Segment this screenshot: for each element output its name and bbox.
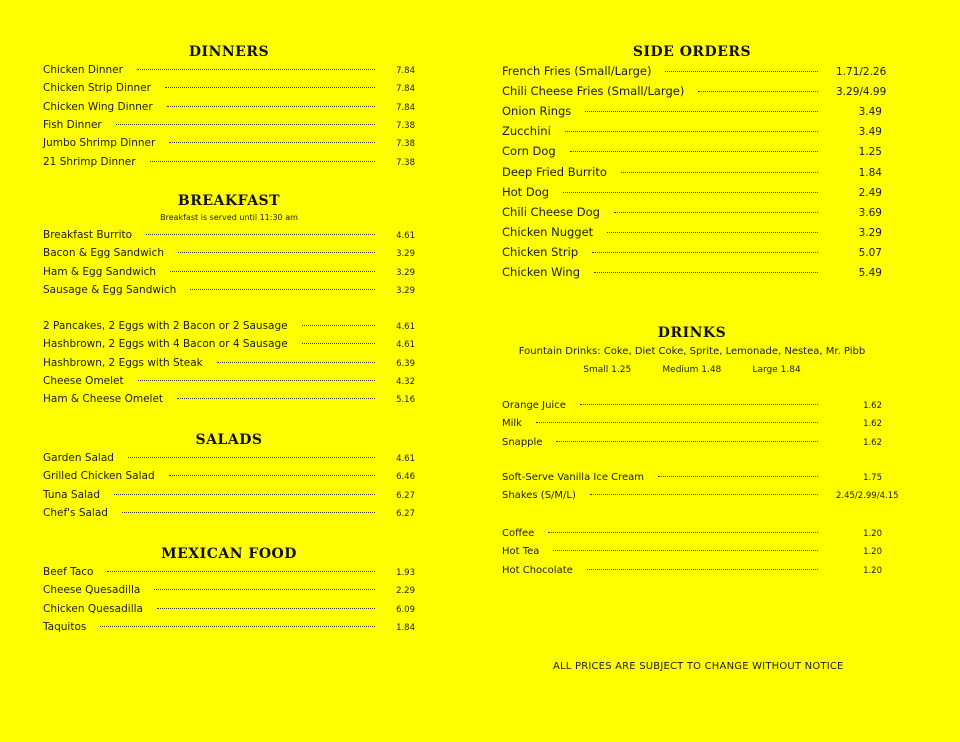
menu-item <box>43 452 415 468</box>
menu-item-name: Breakfast Burrito <box>43 229 133 241</box>
menu-item-price: 6.27 <box>396 508 415 519</box>
menu-item <box>502 490 899 506</box>
dinners-heading: DINNERS <box>188 44 270 60</box>
menu-item <box>43 489 415 505</box>
menu-item-price: 7.38 <box>396 120 415 131</box>
menu-item-name: Tuna Salad <box>43 488 101 501</box>
menu-item-price: 6.39 <box>396 358 415 369</box>
dot-leader <box>621 172 818 173</box>
menu-item <box>502 104 882 122</box>
dot-leader <box>585 111 818 112</box>
dot-leader <box>590 494 818 495</box>
menu-item-price: 1.25 <box>858 146 882 159</box>
menu-item-name: Ham & Egg Sandwich <box>43 265 157 278</box>
menu-item-name: 21 Shrimp Dinner <box>43 155 136 168</box>
dot-leader <box>553 550 818 551</box>
menu-item-name: Cheese Quesadilla <box>43 584 141 597</box>
menu-item-name: Chili Cheese Fries (Small/Large) <box>502 84 685 99</box>
menu-item <box>502 472 882 488</box>
dot-leader <box>169 475 375 476</box>
menu-item-name: Deep Fried Burrito <box>502 164 607 179</box>
dot-leader <box>146 234 375 235</box>
menu-item <box>43 507 415 523</box>
menu-item-price: 3.49 <box>858 106 882 119</box>
dot-leader <box>594 272 818 273</box>
menu-item <box>502 565 882 581</box>
menu-item-price: 7.84 <box>396 102 415 113</box>
menu-item <box>43 621 415 637</box>
menu-item-name: Chicken Nugget <box>502 224 594 239</box>
menu-item-name: Jumbo Shrimp Dinner <box>43 137 156 150</box>
dot-leader <box>114 494 375 495</box>
menu-item <box>43 284 415 300</box>
price-disclaimer: ALL PRICES ARE SUBJECT TO CHANGE WITHOUT NOTICE <box>553 661 844 672</box>
menu-item <box>43 137 415 153</box>
dot-leader <box>565 131 818 132</box>
menu-item <box>43 357 415 373</box>
dot-leader <box>177 398 375 399</box>
menu-item-name: French Fries (Small/Large) <box>502 64 652 78</box>
menu-item <box>43 156 415 172</box>
menu-item-price: 4.61 <box>396 454 415 464</box>
menu-item-price: 3.29 <box>396 285 415 296</box>
side-orders-heading: SIDE ORDERS <box>632 44 752 60</box>
menu-item-name: Snapple <box>502 436 543 448</box>
menu-item <box>502 84 887 102</box>
menu-item-name: Chicken Dinner <box>43 64 123 76</box>
breakfast-note: Breakfast is served until 11:30 am <box>160 213 298 222</box>
dot-leader <box>100 626 375 627</box>
menu-item-price: 3.29 <box>396 267 415 278</box>
menu-item <box>502 418 882 434</box>
menu-item-name: Chicken Wing <box>502 265 581 279</box>
dot-leader <box>154 589 375 590</box>
menu-item-price: 5.07 <box>858 246 882 259</box>
menu-item-price: 1.20 <box>863 529 882 539</box>
menu-item-name: Coffee <box>502 528 535 539</box>
menu-item-price: 7.38 <box>396 139 415 150</box>
menu-item <box>502 265 882 283</box>
menu-item-price: 1.20 <box>863 565 882 576</box>
menu-item <box>502 437 882 453</box>
dot-leader <box>169 142 375 143</box>
menu-item-name: Soft-Serve Vanilla Ice Cream <box>502 472 645 483</box>
mexican-heading: MEXICAN FOOD <box>161 546 297 562</box>
menu-item-price: 3.29 <box>396 249 415 260</box>
menu-item <box>502 124 882 142</box>
dot-leader <box>167 106 375 107</box>
menu-item <box>502 245 882 263</box>
menu-item-name: Hashbrown, 2 Eggs with Steak <box>43 356 203 369</box>
menu-item-name: Chef's Salad <box>43 506 108 519</box>
menu-item-price: 3.29/4.99 <box>836 86 887 99</box>
menu-item-name: Chicken Strip Dinner <box>43 82 151 95</box>
breakfast-heading: BREAKFAST <box>177 193 281 209</box>
menu-item <box>43 266 415 282</box>
menu-item <box>43 338 415 354</box>
dot-leader <box>157 608 375 609</box>
dot-leader <box>150 161 375 162</box>
dot-leader <box>165 87 375 88</box>
dot-leader <box>217 362 375 363</box>
menu-item <box>43 393 415 409</box>
menu-item-price: 1.84 <box>858 166 882 179</box>
menu-item-price: 7.84 <box>396 66 415 76</box>
menu-item-price: 3.29 <box>858 226 882 239</box>
menu-item-price: 5.49 <box>858 267 882 279</box>
menu-item <box>43 375 415 391</box>
menu-item-name: Chili Cheese Dog <box>502 204 600 219</box>
dot-leader <box>302 325 375 326</box>
menu-item-name: Corn Dog <box>502 144 556 159</box>
menu-item-name: Grilled Chicken Salad <box>43 470 155 483</box>
dot-leader <box>190 289 375 290</box>
menu-item-name: Sausage & Egg Sandwich <box>43 283 177 296</box>
menu-item-name: Onion Rings <box>502 104 572 119</box>
menu-item-price: 2.49 <box>858 186 882 199</box>
menu-item-name: Zucchini <box>502 124 551 139</box>
menu-item-name: Milk <box>502 418 522 430</box>
menu-item-name: Chicken Wing Dinner <box>43 100 153 113</box>
dot-leader <box>178 252 375 253</box>
drinks-heading: DRINKS <box>657 325 727 341</box>
size-small: Small 1.25 <box>583 365 632 375</box>
size-medium: Medium 1.48 <box>662 365 722 375</box>
menu-item-name: Cheese Omelet <box>43 374 124 387</box>
menu-item <box>502 225 882 243</box>
menu-item-price: 1.93 <box>396 568 415 578</box>
dot-leader <box>587 569 818 570</box>
menu-item-price: 6.46 <box>396 472 415 483</box>
menu-item <box>43 584 415 600</box>
menu-item-price: 1.62 <box>863 419 882 430</box>
menu-item <box>43 603 415 619</box>
menu-item <box>43 82 415 98</box>
menu-item-price: 4.61 <box>396 340 415 351</box>
dot-leader <box>698 91 818 92</box>
dot-leader <box>107 571 375 572</box>
menu-item <box>502 546 882 562</box>
menu-item-name: Garden Salad <box>43 452 114 464</box>
fountain-sizes <box>502 364 882 375</box>
salads-heading: SALADS <box>195 432 263 448</box>
menu-item <box>502 64 887 82</box>
dot-leader <box>138 380 375 381</box>
menu-item-name: Hashbrown, 2 Eggs with 4 Bacon or 4 Sausage <box>43 338 288 351</box>
menu-item-price: 3.49 <box>858 126 882 139</box>
menu-item-name: 2 Pancakes, 2 Eggs with 2 Bacon or 2 Sausage <box>43 320 288 332</box>
menu-item-price: 7.84 <box>396 84 415 95</box>
menu-item-name: Beef Taco <box>43 566 94 578</box>
menu-item-price: 7.38 <box>396 157 415 168</box>
dot-leader <box>556 441 818 442</box>
menu-item <box>43 320 415 336</box>
menu-item-price: 4.61 <box>396 322 415 332</box>
dot-leader <box>128 457 375 458</box>
menu-item-price: 1.20 <box>863 547 882 558</box>
dot-leader <box>607 232 818 233</box>
menu-item-price: 4.32 <box>396 376 415 387</box>
menu-item <box>43 64 415 80</box>
menu-item-name: Bacon & Egg Sandwich <box>43 247 165 260</box>
dot-leader <box>116 124 375 125</box>
dot-leader <box>122 512 375 513</box>
menu-item-name: Ham & Cheese Omelet <box>43 393 164 406</box>
menu-item-price: 4.61 <box>396 231 415 241</box>
menu-item <box>43 247 415 263</box>
menu-item-name: Hot Tea <box>502 546 540 558</box>
menu-item-price: 6.09 <box>396 604 415 615</box>
menu-item <box>502 400 882 416</box>
dot-leader <box>548 532 818 533</box>
menu-item-name: Chicken Strip <box>502 244 579 259</box>
menu-item <box>43 119 415 135</box>
dot-leader <box>665 71 818 72</box>
dot-leader <box>536 422 818 423</box>
menu-item-price: 2.29 <box>396 586 415 597</box>
menu-item <box>502 144 882 162</box>
dot-leader <box>580 404 818 405</box>
menu-item-name: Hot Chocolate <box>502 564 573 576</box>
menu-item-name: Hot Dog <box>502 184 550 199</box>
menu-item-price: 1.84 <box>396 622 415 633</box>
menu-item-name: Shakes (S/M/L) <box>502 490 576 502</box>
dot-leader <box>137 69 375 70</box>
dot-leader <box>592 252 818 253</box>
menu-item-price: 1.62 <box>863 401 882 411</box>
dot-leader <box>570 151 818 152</box>
menu-item-price: 3.69 <box>858 206 882 219</box>
dot-leader <box>658 476 818 477</box>
menu-item <box>43 470 415 486</box>
menu-item <box>43 566 415 582</box>
menu-item-name: Taquitos <box>43 620 87 633</box>
menu-item-name: Chicken Quesadilla <box>43 602 143 615</box>
dot-leader <box>563 192 818 193</box>
dot-leader <box>614 212 818 213</box>
menu-item <box>502 185 882 203</box>
dot-leader <box>302 343 375 344</box>
menu-item-price: 6.27 <box>396 490 415 501</box>
size-large: Large 1.84 <box>752 365 801 375</box>
dot-leader <box>170 271 375 272</box>
menu-item-price: 2.45/2.99/4.15 <box>836 491 899 502</box>
menu-item-price: 1.71/2.26 <box>836 66 887 78</box>
menu-item <box>43 229 415 245</box>
menu-item <box>502 528 882 544</box>
fountain-drinks-line: Fountain Drinks: Coke, Diet Coke, Sprite, Lemonade, Nestea, Mr. Pibb <box>518 346 866 357</box>
menu-item-price: 1.62 <box>863 437 882 448</box>
menu-item-price: 1.75 <box>863 473 882 483</box>
menu-item-name: Fish Dinner <box>43 118 102 131</box>
menu-item-price: 5.16 <box>396 395 415 406</box>
menu-item <box>43 101 415 117</box>
menu-item-name: Orange Juice <box>502 400 566 411</box>
menu-item <box>502 205 882 223</box>
menu-item <box>502 165 882 183</box>
